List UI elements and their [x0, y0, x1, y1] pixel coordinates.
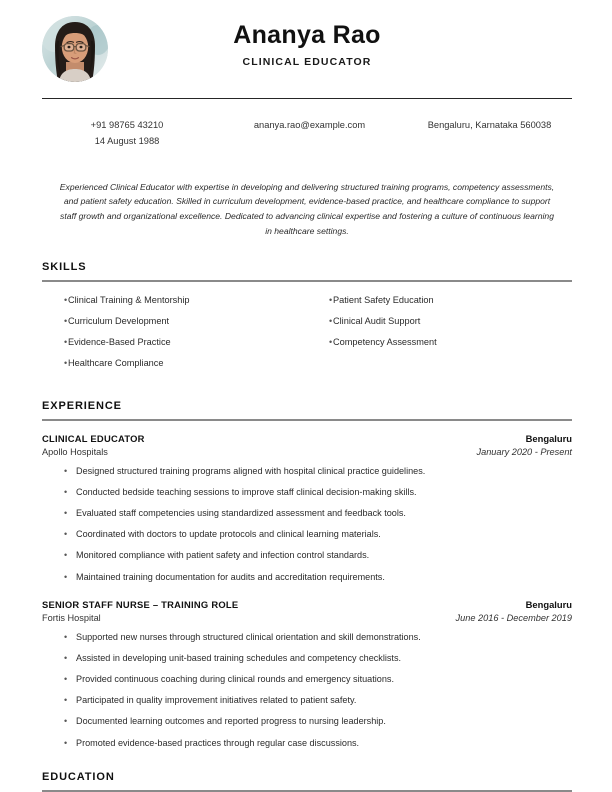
job-bullet-list — [42, 631, 572, 749]
job-dates: January 2020 - Present — [476, 447, 572, 458]
skills-columns — [42, 294, 572, 378]
skill-label: Clinical Training & Mentorship — [68, 294, 190, 305]
contact-row — [42, 117, 572, 150]
bullet-icon: • — [64, 674, 68, 685]
bullet-text: Provided continuous coaching during clinical rounds and emergency situations. — [76, 674, 394, 685]
bullet-icon: • — [64, 508, 68, 519]
contact-location: Bengaluru, Karnataka 560038 — [427, 120, 552, 130]
bullet-text: Conducted bedside teaching sessions to improve staff clinical decision-making skills. — [76, 487, 417, 498]
bullet-text: Assisted in developing unit-based training schedules and competency checklists. — [76, 653, 402, 664]
skill-label: Healthcare Compliance — [68, 357, 164, 368]
skill-label: Clinical Audit Support — [333, 315, 421, 326]
bullet-icon: • — [64, 466, 68, 477]
bullet-icon: • — [64, 737, 68, 748]
bullet-text: Monitored compliance with patient safety and infection control standards. — [76, 550, 370, 561]
list-item — [42, 507, 572, 520]
header-job-title: CLINICAL EDUCATOR — [242, 55, 372, 68]
bullet-icon: • — [64, 632, 68, 643]
page-title: Ananya Rao — [233, 21, 381, 49]
list-item — [42, 737, 572, 750]
bullet-icon: • — [64, 294, 68, 305]
list-item — [42, 715, 572, 728]
avatar — [42, 16, 108, 82]
bullet-icon: • — [64, 487, 68, 498]
list-item — [42, 571, 572, 584]
contact-email[interactable]: ananya.rao@example.com — [253, 120, 366, 130]
job-company: Apollo Hospitals — [42, 447, 108, 458]
skills-section — [42, 261, 572, 378]
experience-entry-header — [42, 599, 572, 610]
bullet-text: Supported new nurses through structured clinical orientation and skill demonstrations. — [76, 632, 421, 643]
bullet-text: Participated in quality improvement initiatives related to patient safety. — [76, 695, 357, 706]
job-bullet-list — [42, 465, 572, 583]
resume-header — [42, 0, 572, 88]
experience-section — [42, 400, 572, 749]
list-item — [42, 294, 307, 307]
list-item — [42, 652, 572, 665]
list-item — [42, 465, 572, 478]
job-location: Bengaluru — [525, 433, 572, 445]
contact-phone-block — [42, 117, 212, 150]
job-dates: June 2016 - December 2019 — [455, 613, 572, 624]
bullet-icon: • — [64, 336, 68, 347]
list-item — [42, 315, 307, 328]
bullet-icon: • — [64, 716, 68, 727]
bullet-icon: • — [64, 529, 68, 540]
experience-entry-subheader — [42, 447, 572, 457]
job-role: SENIOR STAFF NURSE – TRAINING ROLE — [42, 599, 239, 611]
experience-section-title: EXPERIENCE — [42, 400, 122, 413]
list-item — [42, 694, 572, 707]
contact-birthdate: 14 August 1988 — [94, 136, 160, 147]
list-item — [42, 549, 572, 562]
contact-email-block — [212, 117, 407, 133]
list-item — [42, 528, 572, 541]
name-block — [42, 14, 572, 68]
education-section — [42, 771, 572, 792]
bullet-icon: • — [329, 315, 333, 326]
list-item — [307, 294, 572, 307]
bullet-icon: • — [329, 336, 333, 347]
bullet-icon: • — [64, 315, 68, 326]
list-item — [42, 336, 307, 349]
bullet-text: Promoted evidence-based practices through regular case discussions. — [76, 737, 360, 748]
contact-phone[interactable]: +91 98765 43210 — [90, 120, 164, 130]
job-company: Fortis Hospital — [42, 613, 101, 624]
bullet-text: Designed structured training programs aligned with hospital clinical practice guidelines. — [76, 466, 426, 477]
experience-entry-subheader — [42, 613, 572, 623]
bullet-text: Coordinated with doctors to update protocols and clinical learning materials. — [76, 529, 381, 540]
skill-label: Evidence-Based Practice — [68, 336, 171, 347]
skills-column-left — [42, 294, 307, 378]
bullet-icon: • — [64, 695, 68, 706]
list-item — [42, 673, 572, 686]
experience-entry — [42, 599, 572, 749]
skill-label: Patient Safety Education — [333, 294, 434, 305]
bullet-icon: • — [64, 357, 68, 368]
bullet-text: Maintained training documentation for audits and accreditation requirements. — [76, 571, 385, 582]
skills-column-right — [307, 294, 572, 378]
skills-section-title: SKILLS — [42, 260, 87, 273]
list-item — [42, 631, 572, 644]
contact-location-block — [407, 117, 572, 133]
skills-section-rule — [42, 280, 572, 282]
bullet-text: Documented learning outcomes and reported progress to nursing leadership. — [76, 716, 386, 727]
job-role: CLINICAL EDUCATOR — [42, 433, 145, 445]
bullet-text: Evaluated staff competencies using standardized assessment and feedback tools. — [76, 508, 406, 519]
resume-content — [42, 0, 572, 792]
skill-label: Curriculum Development — [68, 315, 170, 326]
list-item — [307, 315, 572, 328]
job-location: Bengaluru — [525, 599, 572, 611]
skill-label: Competency Assessment — [333, 336, 437, 347]
experience-entry — [42, 433, 572, 583]
header-divider — [42, 98, 572, 99]
list-item — [307, 336, 572, 349]
experience-entry-header — [42, 433, 572, 444]
bullet-icon: • — [64, 550, 68, 561]
bullet-icon: • — [329, 294, 333, 305]
bullet-icon: • — [64, 653, 68, 664]
education-section-title: EDUCATION — [42, 771, 115, 784]
bullet-icon: • — [64, 571, 68, 582]
summary-text: Experienced Clinical Educator with expertise in developing and delivering structured training programs, competency assessments, and patient safety education. Skilled in curriculum development, evidence-based practice, and healthcare compliance to support staff growth and organizational excellence. Dedicated to advancing clinical expertise and fostering a culture of continuous learning in healthcare settings. — [59, 181, 555, 236]
list-item — [42, 486, 572, 499]
list-item — [42, 357, 307, 370]
experience-section-rule — [42, 419, 572, 421]
